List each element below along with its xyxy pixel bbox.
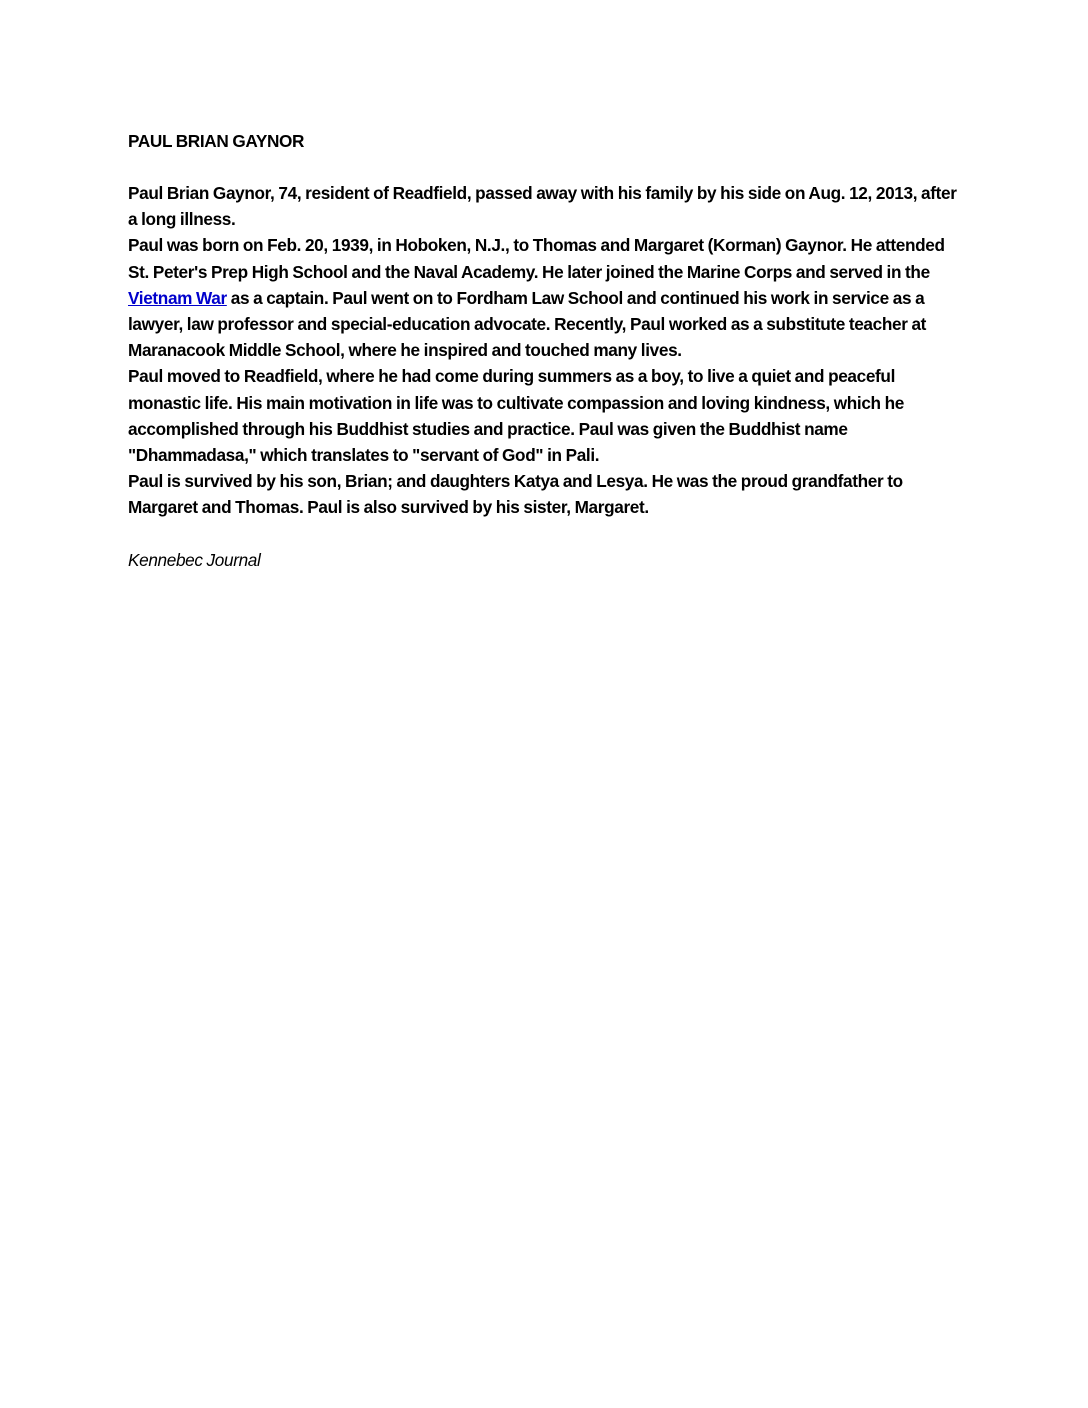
spacer — [128, 521, 968, 547]
paragraph-death-notice: Paul Brian Gaynor, 74, resident of Readfield, passed away with his family by his side on Aug. 12, 2013, after a long illness. — [128, 183, 957, 230]
spacer — [128, 154, 968, 180]
paragraph-readfield-life: Paul moved to Readfield, where he had come during summers as a boy, to live a quiet and peaceful monastic life. His main motivation in life was to cultivate compassion and loving kindness, which he accomplished through his Buddhist studies and practice. Paul was given the Buddhist name "Dhammadasa," which translates to "servant of God" in Pali. — [128, 366, 904, 466]
biography-text-end: as a captain. Paul went on to Fordham Law School and continued his work in service as a lawyer, law professor and special-education advocate. Recently, Paul worked as a substitute teacher at Maranacook Middle School, where he inspired and touched many lives. — [128, 287, 927, 361]
obituary-title: PAUL BRIAN GAYNOR — [128, 131, 305, 151]
source-credit: Kennebec Journal — [128, 549, 261, 570]
paragraph-survivors: Paul is survived by his son, Brian; and daughters Katya and Lesya. He was the proud grandfather to Margaret and Thomas. Paul is also survived by his sister, Margaret. — [128, 471, 903, 518]
vietnam-war-link[interactable]: Vietnam War — [128, 287, 227, 308]
biography-text-start: Paul was born on Feb. 20, 1939, in Hoboken, N.J., to Thomas and Margaret (Korman) Gaynor. He attended St. Peter's Prep High School and the Naval Academy. He later joined the Marine Corps and served in the — [128, 235, 945, 282]
paragraph-biography — [128, 232, 968, 363]
obituary-content — [128, 128, 968, 573]
